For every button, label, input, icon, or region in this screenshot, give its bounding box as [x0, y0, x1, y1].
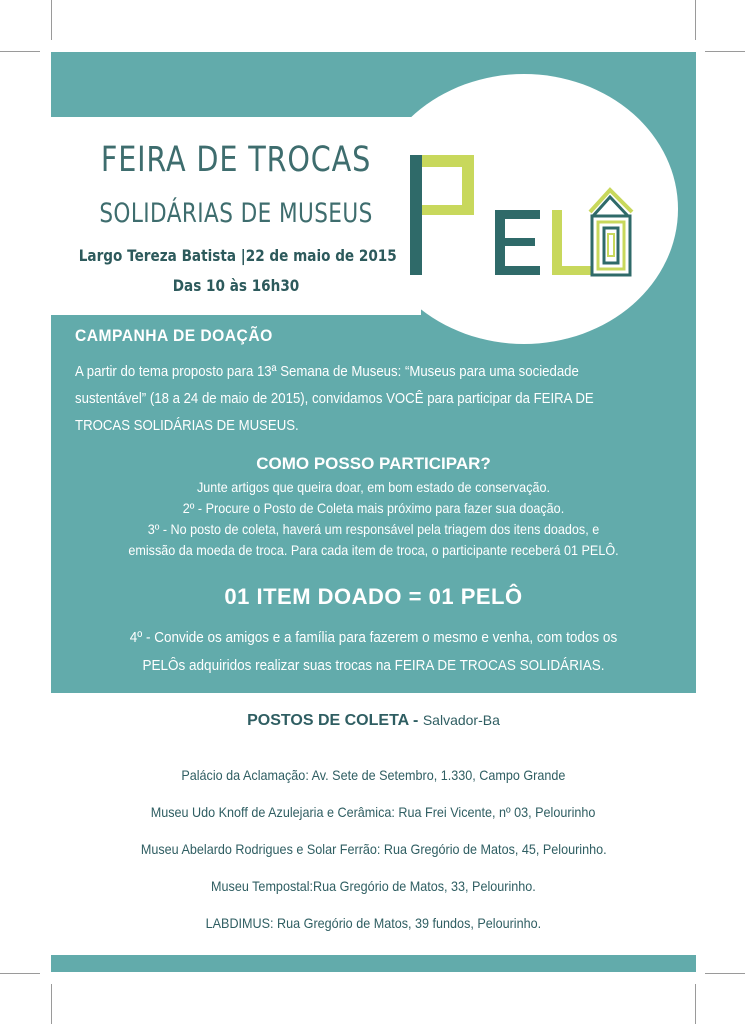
pelo-logo: [400, 150, 660, 280]
address-item: [51, 841, 696, 857]
crop-mark: [695, 0, 696, 40]
step-line: PELÔs adquiridos realizar suas trocas na FEIRA DE TROCAS SOLIDÁRIAS.: [142, 657, 605, 674]
event-time: Das 10 às 16h30: [172, 276, 300, 295]
collection-points-title: POSTOS DE COLETA -: [247, 712, 419, 729]
crop-mark: [0, 51, 40, 52]
address-text: Museu Tempostal:Rua Gregório de Matos, 33, Pelourinho.: [211, 878, 536, 894]
participation-steps: [51, 477, 696, 561]
address-item: [51, 915, 696, 931]
address-item: [51, 804, 696, 820]
campaign-body: [75, 358, 638, 439]
address-item: [51, 767, 696, 783]
crop-mark: [51, 0, 52, 40]
logo-text: PELÔ: [400, 150, 403, 151]
crop-mark: [51, 984, 52, 1024]
crop-mark: [695, 984, 696, 1024]
bottom-bar: [51, 955, 696, 972]
address-text: LABDIMUS: Rua Gregório de Matos, 39 fundos, Pelourinho.: [205, 915, 542, 931]
house-icon: [590, 190, 632, 275]
step-four: [51, 624, 696, 680]
step-line: emissão da moeda de troca. Para cada item de troca, o participante receberá 01 PELÔ.: [128, 542, 619, 558]
campaign-heading: CAMPANHA DE DOAÇÃO: [75, 326, 273, 345]
address-text: Museu Abelardo Rodrigues e Solar Ferrão: Rua Gregório de Matos, 45, Pelourinho.: [140, 841, 607, 857]
address-text: Museu Udo Knoff de Azulejaria e Cerâmica: Rua Frei Vicente, nº 03, Pelourinho: [151, 804, 596, 820]
place-date: Largo Tereza Batista |22 de maio de 2015: [78, 246, 397, 265]
address-item: [51, 878, 696, 894]
crop-mark: [705, 51, 745, 52]
collection-points-city: Salvador-Ba: [422, 712, 500, 728]
slogan: 01 ITEM DOADO = 01 PELÔ: [224, 584, 523, 609]
campaign-body-line: sustentável” (18 a 24 de maio de 2015), convidamos VOCÊ para participar da FEIRA DE: [75, 390, 594, 407]
title-line-1: FEIRA DE TROCAS: [100, 140, 372, 180]
participate-heading: COMO POSSO PARTICIPAR?: [256, 454, 491, 473]
address-text: Palácio da Aclamação: Av. Sete de Setembro, 1.330, Campo Grande: [181, 767, 566, 783]
crop-mark: [705, 973, 745, 974]
step-line: 4º - Convide os amigos e a família para fazerem o mesmo e venha, com todos os: [129, 629, 618, 646]
title-line-2: SOLIDÁRIAS DE MUSEUS: [99, 198, 373, 229]
crop-mark: [0, 973, 40, 974]
campaign-body-line: TROCAS SOLIDÁRIAS DE MUSEUS.: [75, 417, 299, 434]
step-line: 3º - No posto de coleta, haverá um responsável pela triagem dos itens doados, e: [147, 521, 600, 537]
campaign-body-line: A partir do tema proposto para 13ª Semana de Museus: “Museus para uma sociedade: [75, 363, 579, 380]
step-line: Junte artigos que queira doar, em bom estado de conservação.: [196, 479, 551, 495]
collection-points-heading: [51, 712, 696, 730]
step-line: 2º - Procure o Posto de Coleta mais próximo para fazer sua doação.: [182, 500, 565, 516]
